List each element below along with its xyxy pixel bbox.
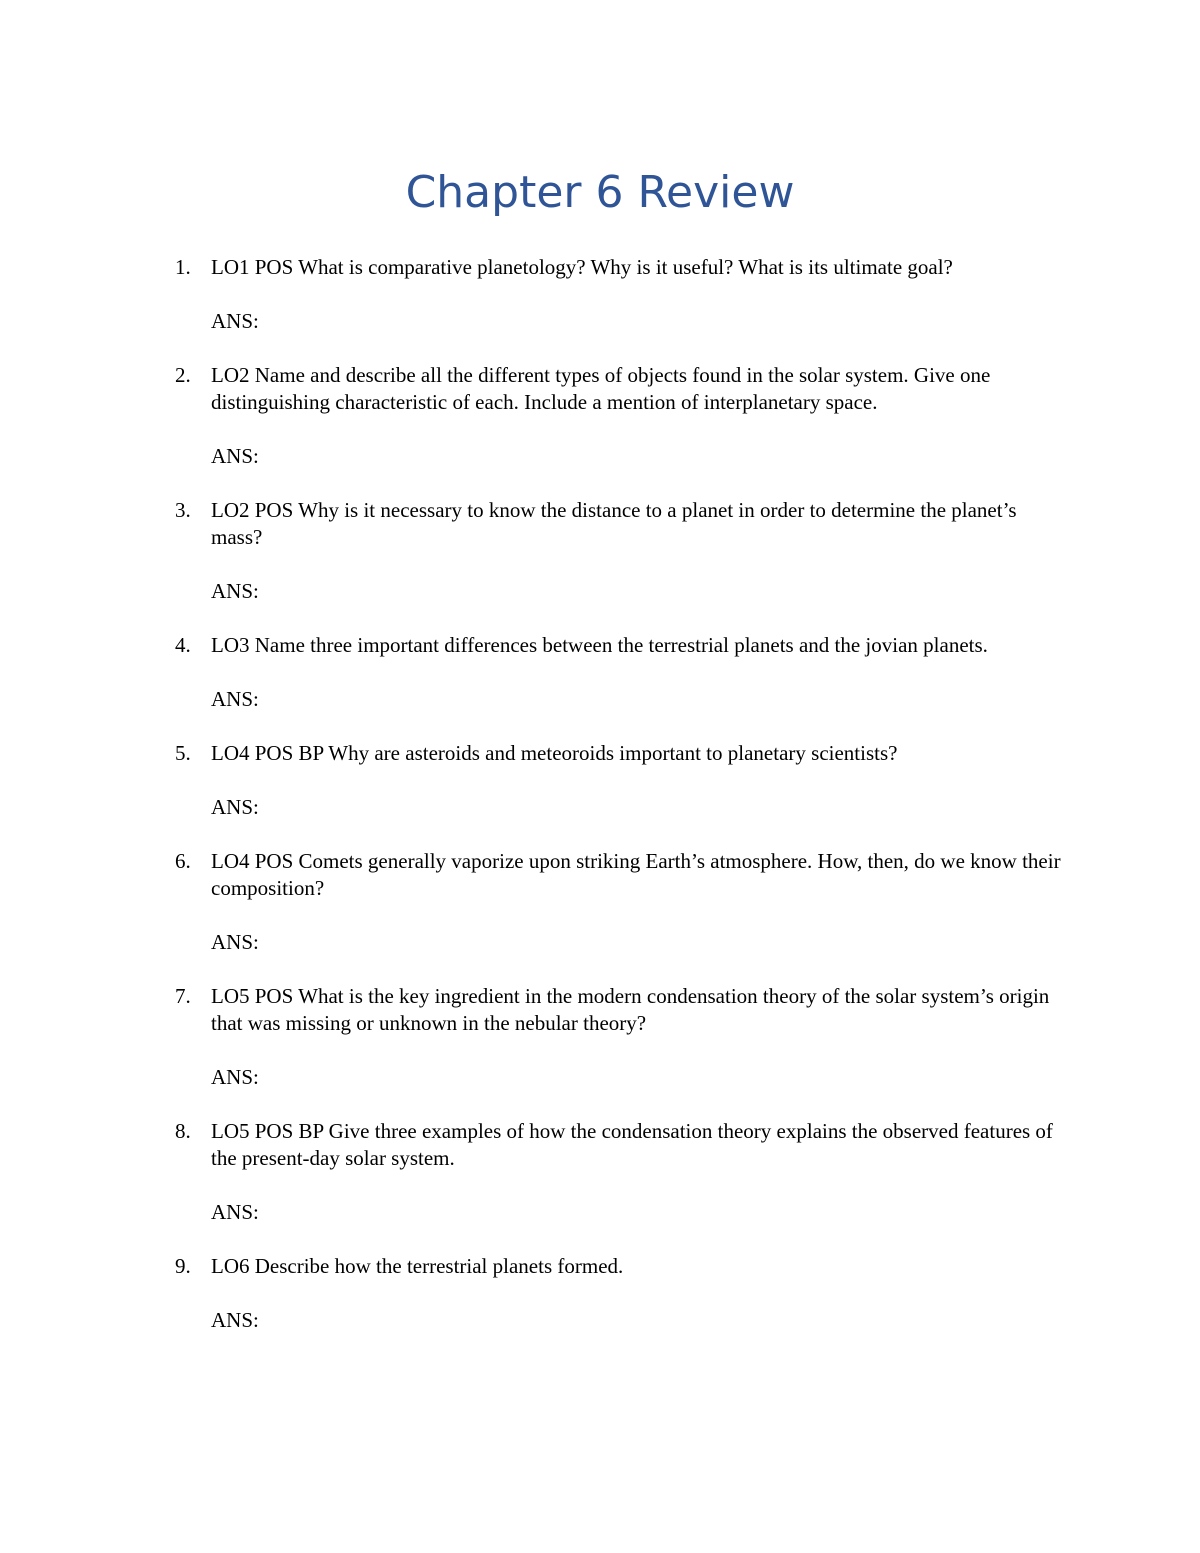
answer-label: ANS: xyxy=(211,930,259,954)
question-item xyxy=(0,632,1200,713)
question-item xyxy=(0,740,1200,821)
question-item xyxy=(0,362,1200,470)
question-item xyxy=(0,497,1200,605)
question-text: LO5 POS What is the key ingredient in the modern condensation theory of the solar system’s origin that was missing or unknown in the nebular theory? xyxy=(211,984,1050,1035)
page-title: Chapter 6 Review xyxy=(405,167,795,218)
question-number: 7. xyxy=(175,984,191,1008)
question-number: 6. xyxy=(175,849,191,873)
question-text: LO2 Name and describe all the different types of objects found in the solar system. Give one distinguishing characteristic of each. Include a mention of interplanetary space. xyxy=(211,363,991,414)
question-text: LO4 POS Comets generally vaporize upon striking Earth’s atmosphere. How, then, do we know their composition? xyxy=(211,849,1061,900)
answer-label: ANS: xyxy=(211,579,259,603)
question-list xyxy=(0,254,1200,1361)
question-number: 3. xyxy=(175,498,191,522)
question-number: 2. xyxy=(175,363,191,387)
question-item xyxy=(0,1253,1200,1334)
question-item xyxy=(0,983,1200,1091)
question-number: 9. xyxy=(175,1254,191,1278)
question-text: LO2 POS Why is it necessary to know the distance to a planet in order to determine the planet’s mass? xyxy=(211,498,1017,549)
answer-label: ANS: xyxy=(211,1200,259,1224)
answer-label: ANS: xyxy=(211,795,259,819)
question-text: LO5 POS BP Give three examples of how the condensation theory explains the observed features of the present-day solar system. xyxy=(211,1119,1053,1170)
answer-label: ANS: xyxy=(211,444,259,468)
question-number: 1. xyxy=(175,255,191,279)
answer-label: ANS: xyxy=(211,1308,259,1332)
answer-label: ANS: xyxy=(211,309,259,333)
question-text: LO4 POS BP Why are asteroids and meteoroids important to planetary scientists? xyxy=(211,741,898,765)
question-text: LO3 Name three important differences between the terrestrial planets and the jovian planets. xyxy=(211,633,988,657)
question-item xyxy=(0,254,1200,335)
question-number: 8. xyxy=(175,1119,191,1143)
question-item xyxy=(0,1118,1200,1226)
question-text: LO6 Describe how the terrestrial planets formed. xyxy=(211,1254,624,1278)
question-text: LO1 POS What is comparative planetology? Why is it useful? What is its ultimate goal? xyxy=(211,255,953,279)
answer-label: ANS: xyxy=(211,687,259,711)
question-number: 5. xyxy=(175,741,191,765)
answer-label: ANS: xyxy=(211,1065,259,1089)
question-number: 4. xyxy=(175,633,191,657)
question-item xyxy=(0,848,1200,956)
